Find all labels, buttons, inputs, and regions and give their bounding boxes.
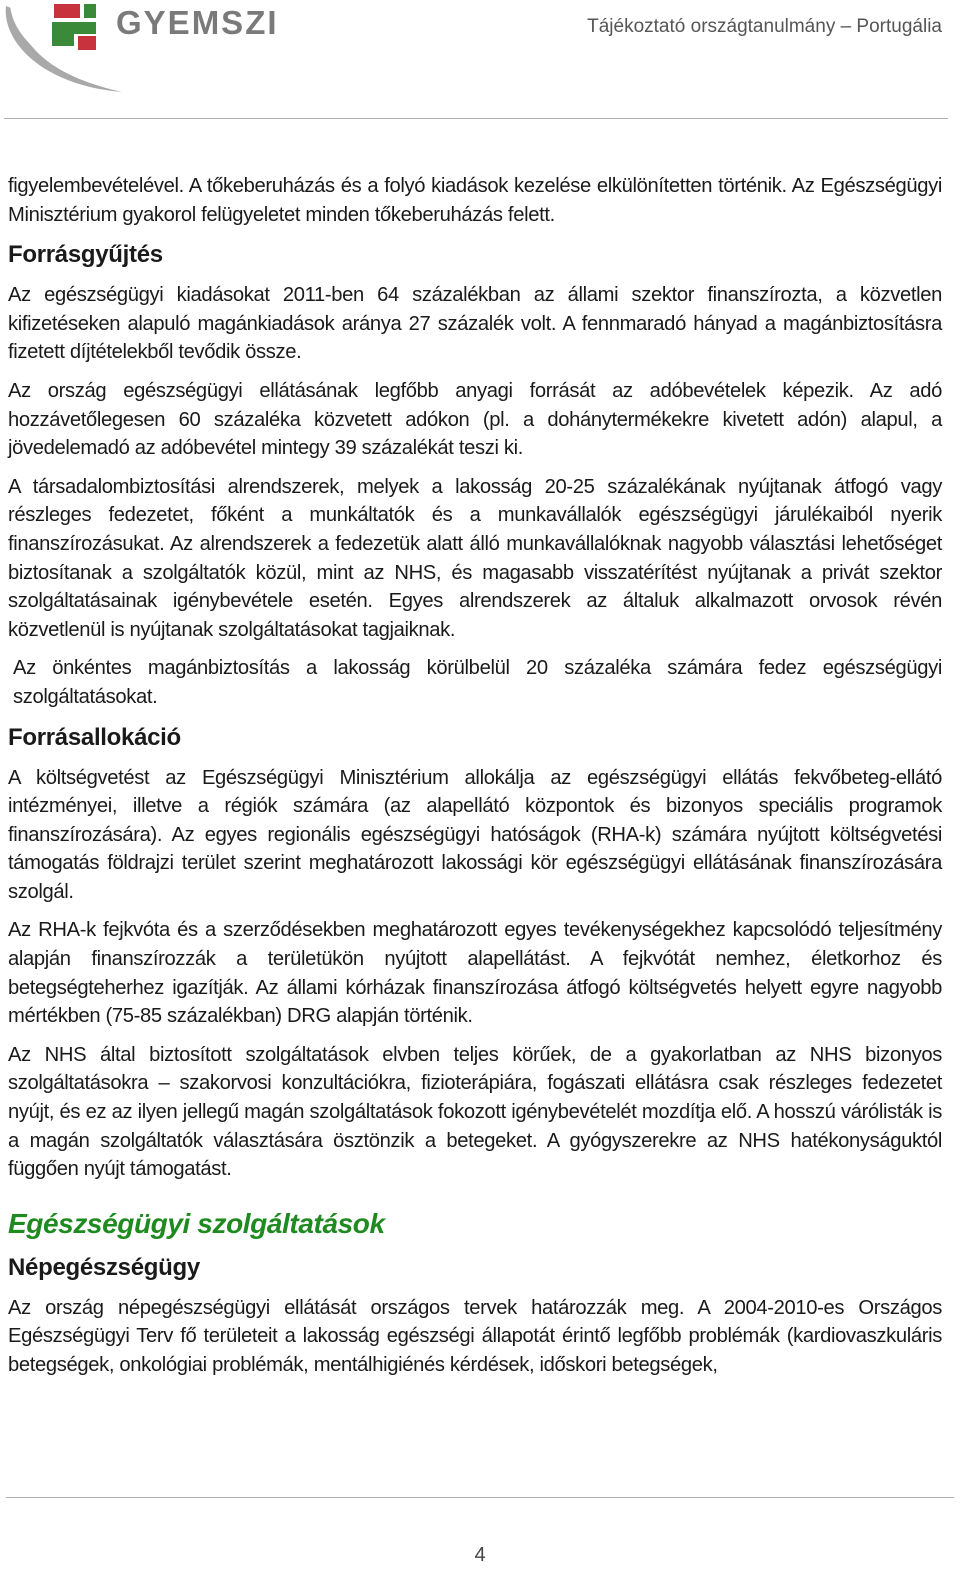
paragraph: A társadalombiztosítási alrendszerek, melyek a lakosság 20-25 százalékának nyújtanak átfogó vagy részleges fedezetet, főként a munkáltatók és a munkavállalók egészségügyi járulékaiból nyerik finanszírozásukat. Az alrendszerek a fedezetük alatt álló munkavállalóknak nagyobb választási lehetőséget biztosítanak a szolgáltatók közül, mint az NHS, és magasabb visszatérítést nyújtanak a privát szektor szolgáltatásainak igénybevétele esetén. Egyes alrendszerek az általuk alkalmazott orvosok révén közvetlenül is nyújtanak szolgáltatásokat tagjaiknak.	[8, 475, 942, 641]
gyemszi-logo	[0, 0, 300, 100]
logo-text: GYEMSZI	[116, 4, 279, 41]
paragraph: Az egészségügyi kiadásokat 2011-ben 64 százalékban az állami szektor finanszírozta, a közvetlen kifizetéseken alapuló magánkiadások aránya 27 százalék volt. A fennmaradó hányad a magánbiztosításra fizetett díjtételekből tevődik össze.	[8, 284, 942, 364]
paragraph: Az ország népegészségügyi ellátását országos tervek határozzák meg. A 2004-2010-es Országos Egészségügyi Terv fő területeit a lakosság egészségi állapotát érintő legfőbb problémák (kardiovaszkuláris betegségek, onkológiai problémák, mentálhigiénés kérdések, időskori betegségek,	[8, 1296, 942, 1376]
paragraph: Az RHA-k fejkvóta és a szerződésekben meghatározott egyes tevékenységekhez kapcsolódó teljesítmény alapján finanszírozzák a területükön nyújtott alapellátást. A fejkvótát nemhez, életkorhoz és betegségteherhez igazítják. Az állami kórházak finanszírozása átfogó költségvetés helyett egyre nagyobb mértékben (75-85 százalékban) DRG alapján történik.	[8, 919, 942, 1028]
paragraph: Az NHS által biztosított szolgáltatások elvben teljes körűek, de a gyakorlatban az NHS bizonyos szolgáltatásokra – szakorvosi konzultációkra, fizioterápiára, fogászati ellátásra csak részleges fedezetet nyújt, és ez az ilyen jellegű magán szolgáltatások fokozott igénybevételét mozdítja elő. A hosszú várólisták is a magán szolgáltatók választására ösztönzik a betegeket. A gyógyszerekre az NHS hatékonyságuktól függően nyújt támogatást.	[8, 1043, 942, 1181]
page-number: 4	[474, 1544, 486, 1566]
chapter-heading-egeszsegugyi-szolgaltatasok: Egészségügyi szolgáltatások	[8, 1207, 385, 1239]
document-title: Tájékoztató országtanulmány – Portugália	[587, 16, 942, 37]
header-divider	[4, 118, 948, 119]
paragraph: Az ország egészségügyi ellátásának legfőbb anyagi forrását az adóbevételek képezik. Az adó hozzávetőlegesen 60 százaléka közvetett adókon (pl. a dohánytermékekre kivetett adón) alapul, a jövedelemadó az adóbevétel mintegy 39 százalékát teszi ki.	[8, 379, 942, 460]
section-heading-forrasgyujtes: Forrásgyűjtés	[8, 241, 163, 269]
page-content	[8, 172, 942, 1390]
section-heading-nepegeszsegugy: Népegészségügy	[8, 1253, 200, 1281]
paragraph: Az önkéntes magánbiztosítás a lakosság körülbelül 20 százaléka számára fedez egészségügyi szolgáltatásokat.	[13, 657, 942, 708]
paragraph: figyelembevételével. A tőkeberuházás és a folyó kiadások kezelése elkülönítetten történik. Az Egészségügyi Minisztérium gyakorol felügyeletet minden tőkeberuházás felett.	[8, 175, 942, 226]
paragraph: A költségvetést az Egészségügyi Minisztérium allokálja az egészségügyi ellátás fekvőbeteg-ellátó intézményei, illetve a régiók számára (az alapellátó központok és bizonyos speciális programok finanszírozására). Az egyes regionális egészségügyi hatóságok (RHA-k) számára nyújtott költségvetési támogatás földrajzi terület szerint meghatározott lakossági kör egészségügyi ellátásának finanszírozására szolgál.	[8, 766, 942, 903]
page-header	[0, 0, 960, 122]
section-heading-forrasallokacio: Forrásallokáció	[8, 723, 181, 751]
footer-divider	[6, 1497, 954, 1498]
